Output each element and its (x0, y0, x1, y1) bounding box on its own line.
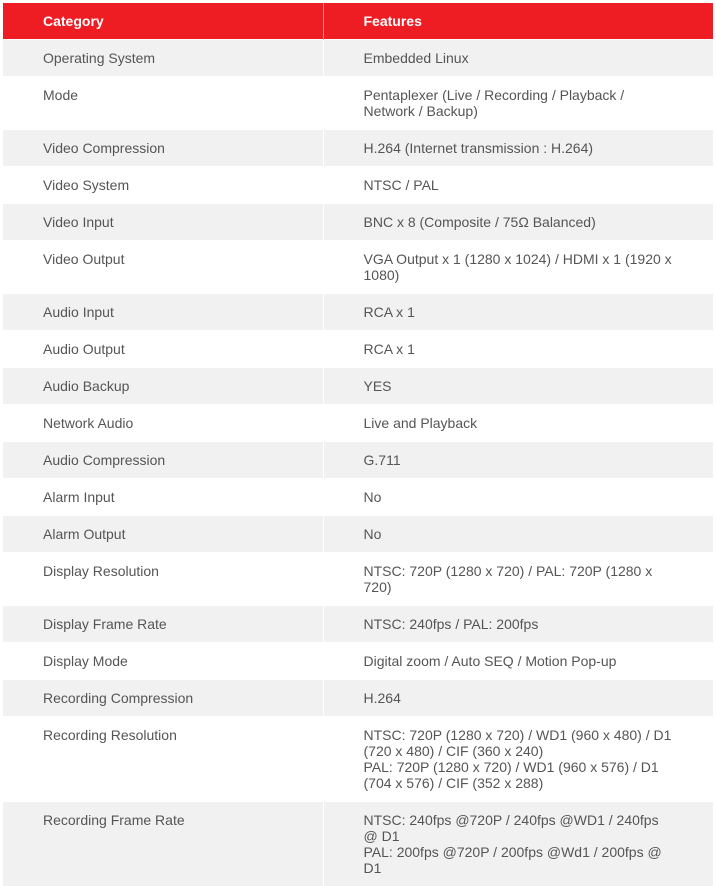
row-category: Recording Frame Rate (3, 802, 323, 886)
row-features (323, 241, 713, 294)
table-row (3, 130, 713, 167)
row-category: Display Mode (3, 643, 323, 680)
row-features (323, 606, 713, 643)
feature-line: Digital zoom / Auto SEQ / Motion Pop-up (364, 653, 674, 669)
feature-line: No (364, 526, 674, 542)
table-row (3, 77, 713, 130)
feature-line: RCA x 1 (364, 341, 674, 357)
table-row (3, 680, 713, 717)
table-row (3, 802, 713, 886)
row-features (323, 405, 713, 442)
table-body (3, 40, 713, 886)
feature-line: VGA Output x 1 (1280 x 1024) / HDMI x 1 (1920 x 1080) (364, 251, 674, 283)
row-category: Audio Input (3, 294, 323, 331)
feature-line: PAL: 200fps @720P / 200fps @Wd1 / 200fps @ D1 (364, 844, 674, 876)
feature-line: H.264 (364, 690, 674, 706)
row-category: Alarm Input (3, 479, 323, 516)
row-category: Audio Output (3, 331, 323, 368)
row-features (323, 167, 713, 204)
table-row (3, 516, 713, 553)
table-row (3, 368, 713, 405)
table-row (3, 167, 713, 204)
feature-line: NTSC / PAL (364, 177, 674, 193)
table-row (3, 643, 713, 680)
feature-line: Embedded Linux (364, 50, 674, 66)
row-features (323, 516, 713, 553)
feature-line: Live and Playback (364, 415, 674, 431)
row-features (323, 553, 713, 606)
row-category: Recording Resolution (3, 717, 323, 802)
feature-line: PAL: 720P (1280 x 720) / WD1 (960 x 576) / D1 (704 x 576) / CIF (352 x 288) (364, 759, 674, 791)
table-row (3, 40, 713, 77)
table-row (3, 331, 713, 368)
table-row (3, 241, 713, 294)
row-features (323, 77, 713, 130)
row-features (323, 442, 713, 479)
row-category: Network Audio (3, 405, 323, 442)
table-row (3, 442, 713, 479)
row-features (323, 294, 713, 331)
row-features (323, 368, 713, 405)
row-category: Video Output (3, 241, 323, 294)
header-category: Category (3, 3, 323, 40)
row-features (323, 40, 713, 77)
table-row (3, 717, 713, 802)
table-row (3, 204, 713, 241)
feature-line: RCA x 1 (364, 304, 674, 320)
table-row (3, 405, 713, 442)
row-features (323, 802, 713, 886)
table-row (3, 553, 713, 606)
row-features (323, 643, 713, 680)
spec-table (3, 3, 713, 886)
feature-line: NTSC: 720P (1280 x 720) / PAL: 720P (1280 x 720) (364, 563, 674, 595)
row-category: Alarm Output (3, 516, 323, 553)
row-features (323, 331, 713, 368)
feature-line: NTSC: 240fps / PAL: 200fps (364, 616, 674, 632)
row-category: Video Input (3, 204, 323, 241)
table-row (3, 294, 713, 331)
feature-line: NTSC: 240fps @720P / 240fps @WD1 / 240fps @ D1 (364, 812, 674, 844)
row-features (323, 717, 713, 802)
row-category: Video System (3, 167, 323, 204)
row-features (323, 479, 713, 516)
row-category: Display Resolution (3, 553, 323, 606)
table-header-row (3, 3, 713, 40)
row-category: Recording Compression (3, 680, 323, 717)
row-features (323, 680, 713, 717)
feature-line: Pentaplexer (Live / Recording / Playback / Network / Backup) (364, 87, 674, 119)
header-features: Features (323, 3, 713, 40)
row-category: Video Compression (3, 130, 323, 167)
feature-line: NTSC: 720P (1280 x 720) / WD1 (960 x 480) / D1 (720 x 480) / CIF (360 x 240) (364, 727, 674, 759)
feature-line: No (364, 489, 674, 505)
feature-line: G.711 (364, 452, 674, 468)
row-features (323, 130, 713, 167)
feature-line: H.264 (Internet transmission : H.264) (364, 140, 674, 156)
row-category: Audio Compression (3, 442, 323, 479)
row-category: Mode (3, 77, 323, 130)
row-category: Audio Backup (3, 368, 323, 405)
row-features (323, 204, 713, 241)
table-row (3, 606, 713, 643)
row-category: Operating System (3, 40, 323, 77)
feature-line: YES (364, 378, 674, 394)
feature-line: BNC x 8 (Composite / 75Ω Balanced) (364, 214, 674, 230)
row-category: Display Frame Rate (3, 606, 323, 643)
table-row (3, 479, 713, 516)
